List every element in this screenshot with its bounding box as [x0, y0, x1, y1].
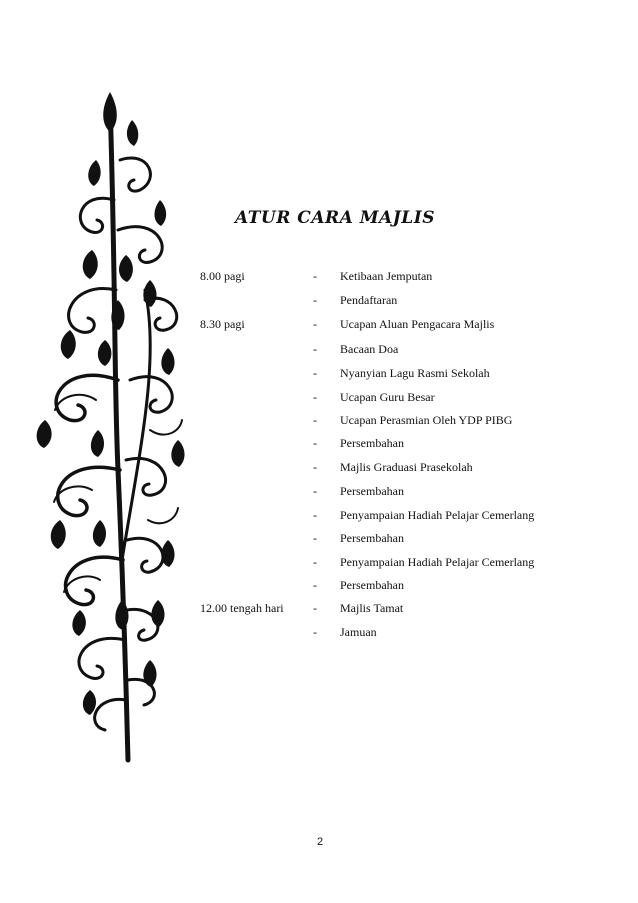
- schedule-row: [0, 290, 638, 310]
- schedule-dash: -: [313, 342, 317, 356]
- schedule-item: Penyampaian Hadiah Pelajar Cemerlang: [340, 508, 535, 522]
- schedule-item: Nyanyian Lagu Rasmi Sekolah: [340, 366, 490, 380]
- schedule-item: Ucapan Perasmian Oleh YDP PIBG: [340, 413, 513, 427]
- schedule-item: Majlis Tamat: [340, 601, 404, 615]
- schedule-row: [0, 457, 638, 477]
- schedule-dash: -: [313, 269, 317, 283]
- schedule-item: Ketibaan Jemputan: [340, 269, 433, 283]
- schedule-row: [0, 598, 638, 618]
- schedule-dash: -: [313, 601, 317, 615]
- schedule-dash: -: [313, 625, 317, 639]
- schedule-dash: -: [313, 293, 317, 307]
- page-number: 2: [316, 836, 324, 848]
- schedule-row: [0, 622, 638, 642]
- schedule-dash: -: [313, 317, 317, 331]
- schedule-row: [0, 505, 638, 525]
- schedule-item: Pendaftaran: [340, 293, 398, 307]
- schedule-item: Ucapan Guru Besar: [340, 390, 435, 404]
- schedule-row: [0, 575, 638, 595]
- schedule-row: [0, 363, 638, 383]
- schedule-dash: -: [313, 413, 317, 427]
- schedule-row: [0, 481, 638, 501]
- schedule-dash: -: [313, 531, 317, 545]
- schedule-time: 8.30 pagi: [200, 317, 245, 331]
- schedule-dash: -: [313, 436, 317, 450]
- schedule-dash: -: [313, 390, 317, 404]
- schedule-dash: -: [313, 508, 317, 522]
- schedule-row: [0, 314, 638, 334]
- schedule-dash: -: [313, 578, 317, 592]
- schedule-row: [0, 266, 638, 286]
- schedule-item: Bacaan Doa: [340, 342, 399, 356]
- schedule-item: Persembahan: [340, 578, 404, 592]
- schedule-dash: -: [313, 366, 317, 380]
- page-title: ATUR CARA MAJLIS: [235, 208, 435, 228]
- schedule-dash: -: [313, 460, 317, 474]
- schedule-row: [0, 339, 638, 359]
- schedule-item: Majlis Graduasi Prasekolah: [340, 460, 473, 474]
- schedule-dash: -: [313, 555, 317, 569]
- schedule-time: 8.00 pagi: [200, 269, 245, 283]
- schedule-item: Persembahan: [340, 436, 404, 450]
- schedule-row: [0, 528, 638, 548]
- schedule-item: Persembahan: [340, 531, 404, 545]
- schedule-item: Persembahan: [340, 484, 404, 498]
- schedule-time: 12.00 tengah hari: [200, 601, 284, 615]
- schedule-row: [0, 387, 638, 407]
- schedule-item: Penyampaian Hadiah Pelajar Cemerlang: [340, 555, 535, 569]
- schedule-row: [0, 433, 638, 453]
- schedule-item: Jamuan: [340, 625, 377, 639]
- schedule-row: [0, 410, 638, 430]
- schedule-dash: -: [313, 484, 317, 498]
- schedule-row: [0, 552, 638, 572]
- schedule-item: Ucapan Aluan Pengacara Majlis: [340, 317, 495, 331]
